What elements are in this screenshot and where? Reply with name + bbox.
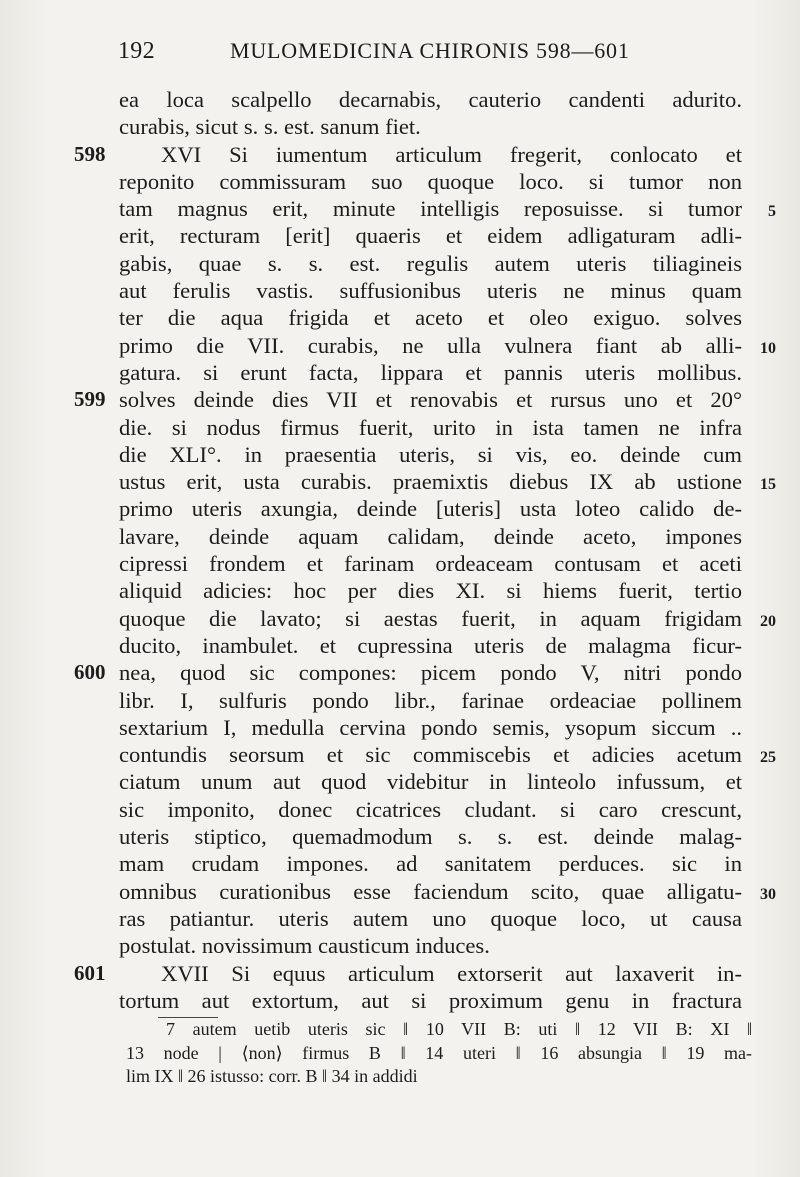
section-number: 599: [74, 387, 106, 412]
text-line: [119, 168, 742, 195]
text-line: [119, 441, 742, 468]
text-line: [119, 304, 742, 331]
line-text: contundis seorsum et sic commiscebis et adicies acetum: [119, 742, 742, 768]
line-text: ciatum unum aut quod videbitur in linteolo infussum, et: [119, 769, 742, 795]
text-line: [119, 823, 742, 850]
line-text: solves deinde dies VII et renovabis et rursus uno et 20°: [119, 387, 742, 413]
section-number: 601: [74, 960, 106, 985]
running-title: MULOMEDICINA CHIRONIS 598—601: [230, 38, 630, 63]
line-text: aliquid adicies: hoc per dies XI. si hiems fuerit, tertio: [119, 578, 742, 604]
line-text: sic imponito, donec cicatrices cludant. si caro crescunt,: [119, 796, 742, 822]
line-number: 20: [760, 612, 776, 630]
text-line: [119, 195, 776, 222]
page-number: 192: [118, 38, 155, 64]
line-text: primo uteris axungia, deinde [uteris] usta loteo calido de-: [119, 496, 742, 522]
footnote-line: 13 node | ⟨non⟩ firmus B ‖ 14 uteri ‖ 16 absungia ‖ 19 ma-: [126, 1042, 752, 1063]
line-text: die. si nodus firmus fuerit, urito in ista tamen ne infra: [119, 414, 742, 440]
text-line: [119, 113, 742, 140]
text-line: [119, 632, 742, 659]
line-text: erit, recturam [erit] quaeris et eidem adligaturam adli-: [119, 223, 742, 249]
line-text: uteris stiptico, quemadmodum s. s. est. deinde malag-: [119, 824, 742, 850]
text-line: [119, 987, 742, 1014]
line-text: gatura. si erunt facta, lippara et pannis uteris mollibus.: [119, 359, 742, 385]
line-text: omnibus curationibus esse faciendum scito, quae alligatu-: [119, 878, 742, 904]
text-line: [119, 768, 742, 795]
line-text: gabis, quae s. s. est. regulis autem uteris tiliagineis: [119, 250, 742, 276]
line-text: ea loca scalpello decarnabis, cauterio candenti adurito.: [119, 87, 742, 112]
text-line: [119, 577, 742, 604]
text-line: [119, 550, 742, 577]
line-text: XVII Si equus articulum extorserit aut laxaverit in-: [161, 960, 742, 986]
line-text: sextarium I, medulla cervina pondo semis, ysopum siccum ..: [119, 714, 742, 740]
line-text: ter die aqua frigida et aceto et oleo exiguo. solves: [119, 305, 742, 331]
section-number: 598: [74, 141, 106, 166]
line-text: ras patiantur. uteris autem uno quoque loco, ut causa: [119, 905, 742, 931]
line-text: postulat. novissimum causticum induces.: [119, 933, 490, 959]
text-line: [119, 332, 776, 359]
text-line: [119, 605, 776, 632]
line-text: lavare, deinde aquam calidam, deinde aceto, impones: [119, 523, 742, 549]
text-line: [74, 960, 742, 987]
line-number: 25: [760, 749, 776, 767]
text-line: [119, 687, 742, 714]
text-line: [119, 905, 742, 932]
line-text: ducito, inambulet. et cupressina uteris de malagma ficur-: [119, 632, 742, 658]
line-number: 10: [760, 339, 776, 357]
line-text: aut ferulis vastis. suffusionibus uteris ne minus quam: [119, 278, 742, 304]
page-header: [118, 38, 748, 72]
line-text: cipressi frondem et farinam ordeaceam contusam et aceti: [119, 551, 742, 577]
line-text: tortum aut extortum, aut si proximum genu in fractura: [119, 987, 742, 1013]
text-line: [119, 86, 742, 113]
footnote-line: lim IX ‖ 26 istusso: corr. B ‖ 34 in addidi: [126, 1066, 418, 1086]
text-line: [119, 796, 742, 823]
text-line: [119, 468, 776, 495]
text-line: [119, 523, 742, 550]
line-text: nea, quod sic compones: picem pondo V, nitri pondo: [119, 660, 742, 686]
footnote-line: 7 autem uetib uteris sic ‖ 10 VII B: uti ‖ 12 VII B: XI ‖: [166, 1019, 752, 1039]
text-line: [119, 932, 742, 959]
section-number: 600: [74, 660, 106, 685]
line-text: mam crudam impones. ad sanitatem perduces. sic in: [119, 851, 742, 877]
line-text: quoque die lavato; si aestas fuerit, in aquam frigidam: [119, 605, 742, 631]
text-line: [119, 222, 742, 249]
text-line: [74, 659, 742, 686]
line-text: libr. I, sulfuris pondo libr., farinae ordeaciae pollinem: [119, 687, 742, 713]
line-text: reponito commissuram suo quoque loco. si tumor non: [119, 168, 742, 194]
line-text: die XLI°. in praesentia uteris, si vis, eo. deinde cum: [119, 441, 742, 467]
line-text: tam magnus erit, minute intelligis reposuisse. si tumor: [119, 196, 742, 222]
text-line: [119, 741, 776, 768]
text-line: [119, 359, 742, 386]
line-text: ustus erit, usta curabis. praemixtis diebus IX ab ustione: [119, 469, 742, 495]
line-number: 5: [768, 203, 776, 221]
text-line: [74, 141, 742, 168]
line-text: primo die VII. curabis, ne ulla vulnera fiant ab alli-: [119, 332, 742, 358]
text-line: [119, 277, 742, 304]
line-number: 30: [760, 885, 776, 903]
text-line: [119, 878, 776, 905]
text-line: [119, 850, 742, 877]
text-line: [119, 250, 742, 277]
main-text: [74, 86, 776, 1014]
text-line: [119, 414, 742, 441]
text-line: [119, 495, 742, 522]
line-text: XVI Si iumentum articulum fregerit, conlocato et: [161, 141, 742, 167]
text-line: [119, 714, 742, 741]
line-text: curabis, sicut s. s. est. sanum fiet.: [119, 114, 421, 140]
footnotes: [126, 1018, 752, 1089]
text-line: [74, 386, 742, 413]
line-number: 15: [760, 476, 776, 494]
